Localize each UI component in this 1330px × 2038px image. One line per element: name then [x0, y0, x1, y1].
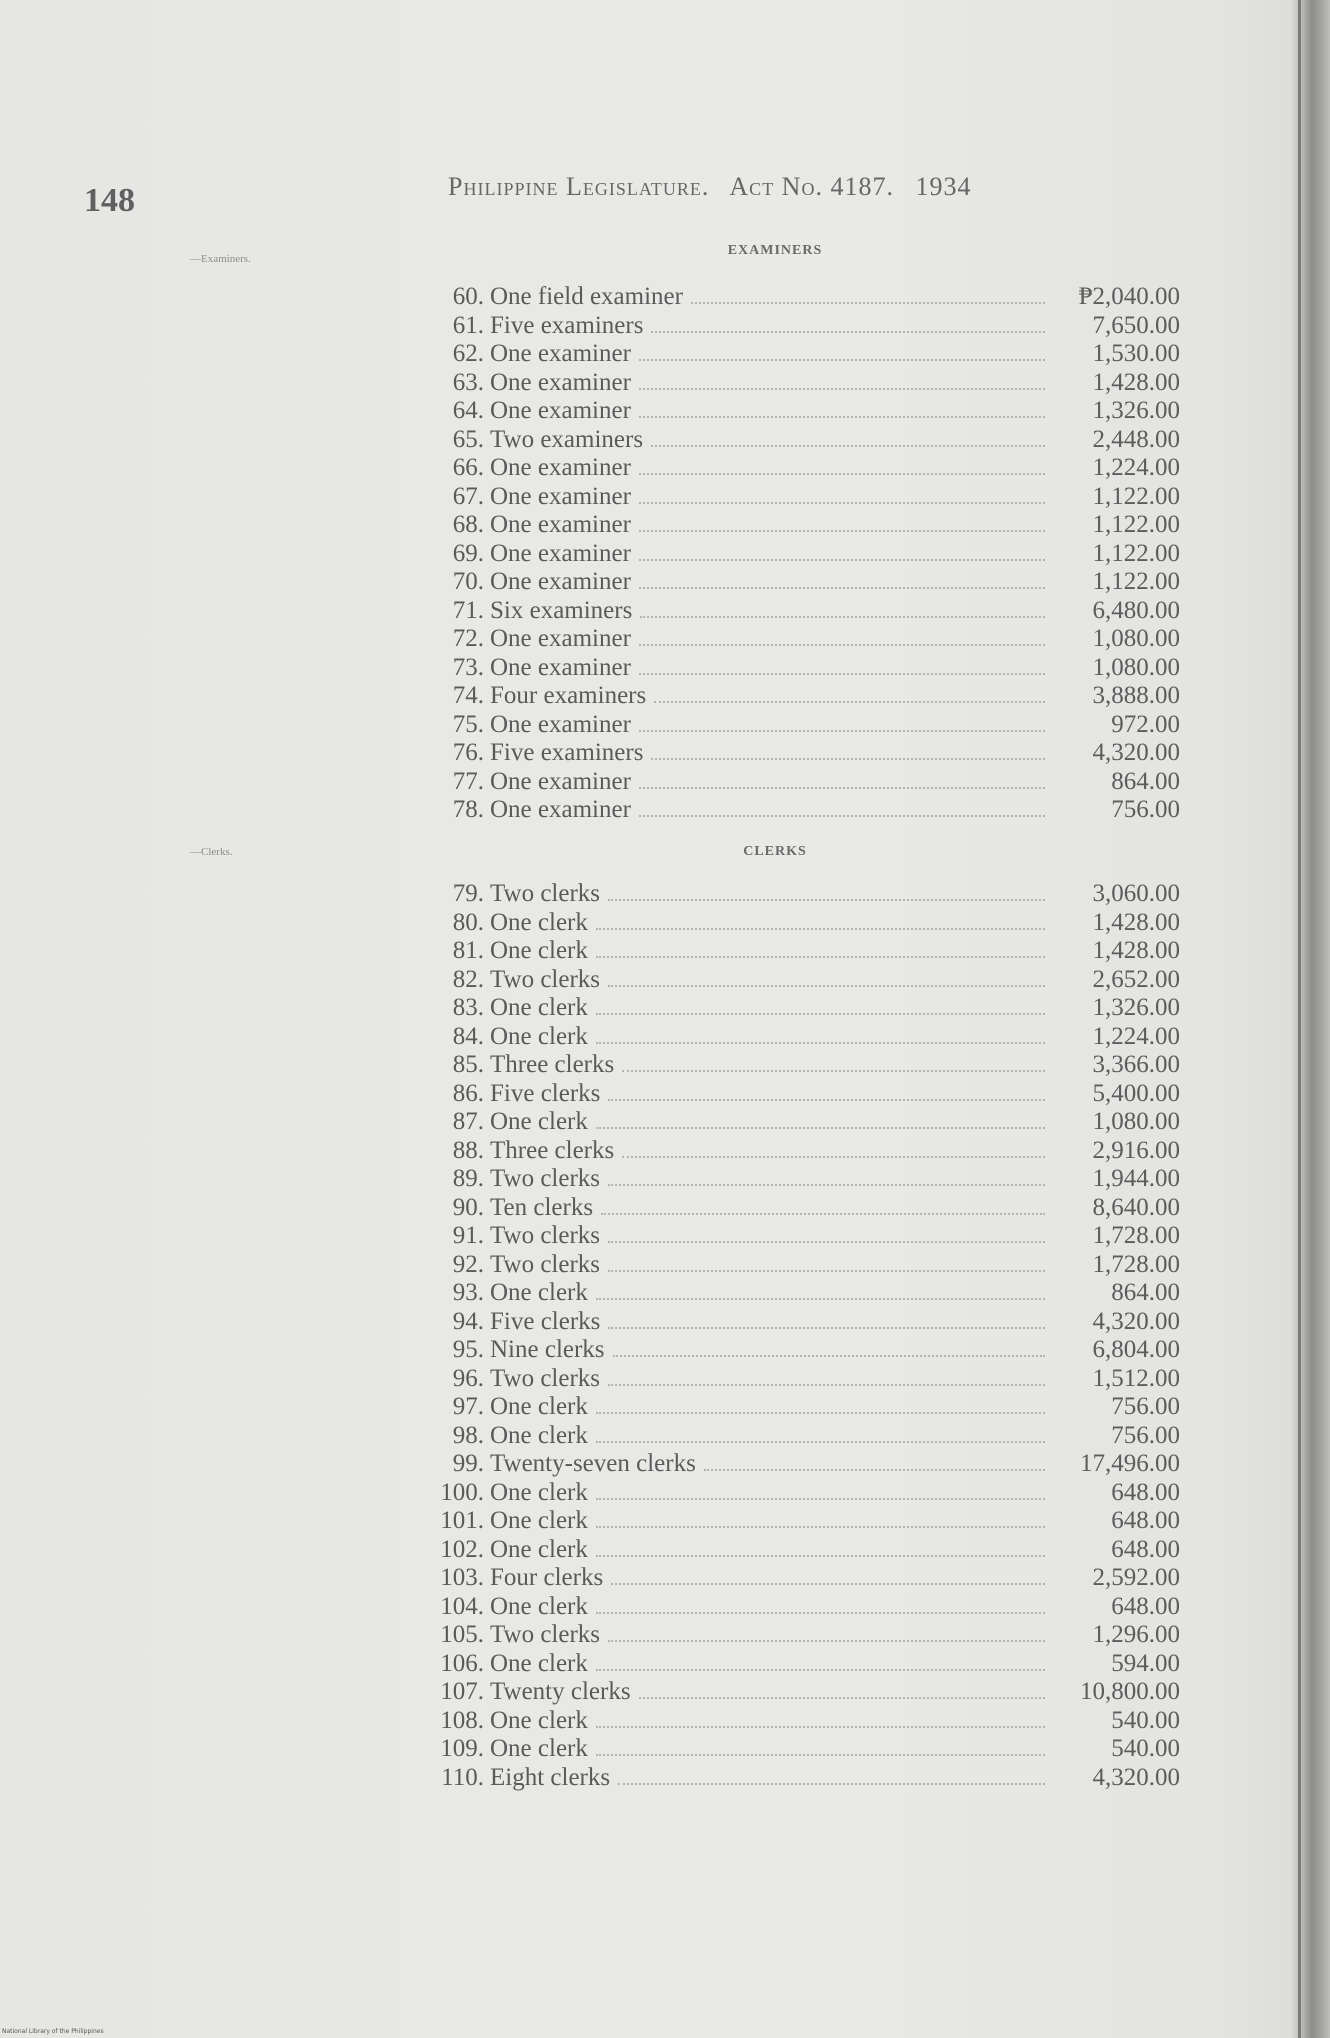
dot-leader [596, 1754, 1045, 1756]
item-description: Twenty-seven clerks [490, 1450, 696, 1477]
item-description: One examiner [490, 340, 631, 367]
item-number: 62. [452, 340, 484, 367]
publication-title: Philippine Legislature. [448, 172, 710, 201]
item-amount: ₱2,040.00 [1078, 283, 1180, 310]
item-description: Five clerks [490, 1079, 601, 1107]
dot-leader [596, 1669, 1045, 1671]
dot-leader [654, 701, 1045, 703]
appropriation-item [420, 283, 1180, 312]
item-amount: 756.00 [1111, 796, 1180, 823]
appropriation-item [420, 1165, 1180, 1194]
dot-leader [639, 587, 1045, 589]
dot-leader [596, 1441, 1045, 1443]
appropriation-item [420, 1194, 1180, 1223]
item-number: 85. [452, 1051, 484, 1078]
item-number: 99. [452, 1450, 484, 1477]
item-amount: 7,650.00 [1092, 311, 1180, 339]
dot-leader [608, 1640, 1045, 1642]
item-amount: 4,320.00 [1092, 1307, 1180, 1335]
item-number: 95. [452, 1336, 484, 1363]
item-number: 101. [440, 1507, 484, 1534]
item-number: 78. [452, 796, 484, 823]
dot-leader [640, 616, 1045, 618]
examiners-list [420, 283, 1180, 825]
item-amount: 648.00 [1111, 1507, 1180, 1534]
appropriation-item [420, 454, 1180, 483]
appropriation-item [420, 1593, 1180, 1622]
dot-leader [622, 1156, 1045, 1158]
year: 1934 [915, 172, 972, 201]
section-heading-examiners: EXAMINERS [727, 243, 823, 258]
item-amount: 4,320.00 [1092, 1763, 1180, 1791]
item-description: Six examiners [490, 596, 633, 624]
item-number: 68. [452, 511, 484, 538]
appropriation-item [420, 1422, 1180, 1451]
item-number: 77. [452, 767, 484, 795]
side-note-clerks: —Clerks. [190, 846, 233, 858]
item-amount: 756.00 [1111, 1393, 1180, 1420]
item-number: 76. [452, 739, 484, 766]
dot-leader [639, 502, 1045, 504]
dot-leader [639, 530, 1045, 532]
dot-leader [596, 1412, 1045, 1414]
item-number: 83. [452, 994, 484, 1021]
appropriation-item [420, 1678, 1180, 1707]
page-number: 148 [84, 182, 135, 219]
act-number: Act No. 4187. [729, 172, 894, 201]
item-number: 104. [440, 1592, 484, 1620]
item-description: Eight clerks [490, 1763, 611, 1791]
dot-leader [596, 928, 1045, 930]
item-description: One examiner [490, 710, 631, 738]
item-number: 86. [452, 1079, 484, 1107]
item-amount: 972.00 [1111, 710, 1180, 738]
item-number: 65. [452, 425, 484, 453]
appropriation-item [420, 1735, 1180, 1764]
dot-leader [596, 956, 1045, 958]
item-amount: 1,080.00 [1092, 653, 1180, 681]
appropriation-item [420, 1365, 1180, 1394]
item-number: 89. [452, 1165, 484, 1192]
item-number: 72. [452, 625, 484, 652]
item-amount: 540.00 [1111, 1706, 1180, 1734]
item-description: Two examiners [490, 425, 644, 453]
dot-leader [639, 815, 1045, 817]
dot-leader [611, 1583, 1045, 1585]
appropriation-item [420, 1023, 1180, 1052]
item-description: One clerk [490, 1649, 588, 1677]
appropriation-item [420, 682, 1180, 711]
item-amount: 540.00 [1111, 1735, 1180, 1762]
appropriation-item [420, 1108, 1180, 1137]
appropriation-item [420, 1336, 1180, 1365]
item-description: One examiner [490, 653, 631, 681]
dot-leader [596, 1298, 1045, 1300]
appropriation-item [420, 711, 1180, 740]
item-amount: 2,652.00 [1092, 965, 1180, 993]
appropriation-item [420, 1222, 1180, 1251]
appropriation-item [420, 1650, 1180, 1679]
item-amount: 17,496.00 [1080, 1450, 1180, 1477]
item-description: Nine clerks [490, 1336, 605, 1363]
appropriation-item [420, 540, 1180, 569]
item-number: 70. [452, 568, 484, 595]
item-number: 88. [452, 1136, 484, 1164]
clerks-list [420, 880, 1180, 1792]
item-amount: 1,326.00 [1092, 994, 1180, 1021]
dot-leader [639, 359, 1045, 361]
item-description: Five clerks [490, 1307, 601, 1335]
dot-leader [639, 787, 1045, 789]
appropriation-item [420, 1507, 1180, 1536]
item-amount: 648.00 [1111, 1592, 1180, 1620]
item-description: One examiner [490, 796, 631, 823]
item-description: One clerk [490, 937, 588, 964]
item-amount: 1,224.00 [1092, 454, 1180, 481]
item-number: 91. [452, 1222, 484, 1249]
item-number: 106. [440, 1649, 484, 1677]
item-description: One clerk [490, 994, 588, 1021]
book-spine-shadow [1290, 0, 1330, 2038]
dot-leader [691, 302, 1045, 304]
item-description: Four clerks [490, 1564, 604, 1591]
item-number: 100. [440, 1478, 484, 1506]
item-description: One examiner [490, 511, 631, 538]
item-description: Five examiners [490, 311, 644, 339]
dot-leader [639, 473, 1045, 475]
dot-leader [639, 673, 1045, 675]
appropriation-item [420, 937, 1180, 966]
dot-leader [622, 1070, 1045, 1072]
appropriation-item [420, 909, 1180, 938]
item-amount: 1,530.00 [1092, 340, 1180, 367]
item-description: One examiner [490, 568, 631, 595]
item-amount: 2,592.00 [1092, 1564, 1180, 1591]
item-amount: 6,804.00 [1092, 1336, 1180, 1363]
item-number: 66. [452, 454, 484, 481]
item-description: One examiner [490, 625, 631, 652]
item-description: One clerk [490, 1706, 588, 1734]
item-number: 108. [440, 1706, 484, 1734]
gutter-line [1298, 0, 1301, 2038]
item-number: 75. [452, 710, 484, 738]
dot-leader [639, 388, 1045, 390]
appropriation-item [420, 1564, 1180, 1593]
item-number: 97. [452, 1393, 484, 1420]
appropriation-item [420, 597, 1180, 626]
item-amount: 1,728.00 [1092, 1222, 1180, 1249]
item-number: 69. [452, 539, 484, 567]
item-description: Two clerks [490, 1222, 601, 1249]
item-amount: 1,428.00 [1092, 937, 1180, 964]
appropriation-item [420, 369, 1180, 398]
appropriation-item [420, 1308, 1180, 1337]
item-description: One field examiner [490, 283, 683, 310]
item-description: One clerk [490, 1421, 588, 1449]
item-amount: 10,800.00 [1080, 1678, 1180, 1705]
dot-leader [601, 1213, 1045, 1215]
item-amount: 2,448.00 [1092, 425, 1180, 453]
item-amount: 1,326.00 [1092, 397, 1180, 424]
item-description: One clerk [490, 1393, 588, 1420]
item-description: One examiner [490, 767, 631, 795]
item-amount: 756.00 [1111, 1421, 1180, 1449]
appropriation-item [420, 568, 1180, 597]
item-description: One clerk [490, 1279, 588, 1306]
dot-leader [596, 1612, 1045, 1614]
item-amount: 1,428.00 [1092, 908, 1180, 936]
item-amount: 594.00 [1111, 1649, 1180, 1677]
item-number: 80. [452, 908, 484, 936]
item-number: 96. [452, 1364, 484, 1392]
appropriation-item [420, 625, 1180, 654]
item-number: 60. [452, 283, 484, 310]
item-number: 102. [440, 1535, 484, 1563]
appropriation-item [420, 1279, 1180, 1308]
item-number: 93. [452, 1279, 484, 1306]
item-amount: 1,224.00 [1092, 1022, 1180, 1050]
dot-leader [608, 1241, 1045, 1243]
item-number: 82. [452, 965, 484, 993]
appropriation-item [420, 796, 1180, 825]
item-amount: 1,512.00 [1092, 1364, 1180, 1392]
dot-leader [596, 1013, 1045, 1015]
item-description: Two clerks [490, 965, 601, 993]
item-description: One clerk [490, 1022, 588, 1050]
item-amount: 3,060.00 [1092, 880, 1180, 907]
item-amount: 2,916.00 [1092, 1136, 1180, 1164]
item-description: One examiner [490, 454, 631, 481]
appropriation-item [420, 312, 1180, 341]
item-amount: 1,122.00 [1092, 482, 1180, 510]
dot-leader [639, 559, 1045, 561]
item-description: One clerk [490, 1735, 588, 1762]
appropriation-item [420, 768, 1180, 797]
item-amount: 1,122.00 [1092, 511, 1180, 538]
item-amount: 1,080.00 [1092, 625, 1180, 652]
item-description: Two clerks [490, 1165, 601, 1192]
item-number: 90. [452, 1193, 484, 1221]
item-amount: 648.00 [1111, 1535, 1180, 1563]
item-number: 107. [440, 1678, 484, 1705]
dot-leader [608, 985, 1045, 987]
appropriation-item [420, 426, 1180, 455]
dot-leader [608, 899, 1045, 901]
dot-leader [613, 1355, 1045, 1357]
appropriation-item [420, 1707, 1180, 1736]
dot-leader [596, 1726, 1045, 1728]
dot-leader [639, 416, 1045, 418]
appropriation-item [420, 1251, 1180, 1280]
appropriation-item [420, 511, 1180, 540]
appropriation-item [420, 340, 1180, 369]
item-amount: 1,122.00 [1092, 568, 1180, 595]
dot-leader [608, 1184, 1045, 1186]
section-heading-clerks: CLERKS [743, 844, 807, 859]
item-number: 67. [452, 482, 484, 510]
dot-leader [651, 445, 1045, 447]
item-description: One examiner [490, 397, 631, 424]
appropriation-item [420, 654, 1180, 683]
appropriation-item [420, 1479, 1180, 1508]
running-head [448, 172, 1108, 202]
item-number: 71. [452, 596, 484, 624]
dot-leader [596, 1127, 1045, 1129]
appropriation-item [420, 397, 1180, 426]
appropriation-item [420, 994, 1180, 1023]
item-amount: 5,400.00 [1092, 1079, 1180, 1107]
item-number: 98. [452, 1421, 484, 1449]
item-number: 105. [440, 1621, 484, 1648]
item-description: Three clerks [490, 1051, 615, 1078]
dot-leader [639, 1697, 1045, 1699]
item-description: Two clerks [490, 1621, 601, 1648]
item-number: 74. [452, 682, 484, 709]
item-description: One clerk [490, 1592, 588, 1620]
dot-leader [596, 1042, 1045, 1044]
item-number: 87. [452, 1108, 484, 1135]
item-amount: 6,480.00 [1092, 596, 1180, 624]
item-description: One clerk [490, 1507, 588, 1534]
dot-leader [704, 1469, 1045, 1471]
item-description: Four examiners [490, 682, 647, 709]
item-description: One examiner [490, 482, 631, 510]
dot-leader [651, 758, 1045, 760]
dot-leader [608, 1384, 1045, 1386]
dot-leader [596, 1498, 1045, 1500]
item-amount: 1,122.00 [1092, 539, 1180, 567]
item-description: One clerk [490, 1535, 588, 1563]
item-description: Two clerks [490, 1250, 601, 1278]
item-number: 94. [452, 1307, 484, 1335]
side-note-examiners: —Examiners. [190, 253, 251, 265]
item-amount: 1,944.00 [1092, 1165, 1180, 1192]
item-number: 103. [440, 1564, 484, 1591]
appropriation-item [420, 1450, 1180, 1479]
item-number: 63. [452, 368, 484, 396]
item-description: One examiner [490, 368, 631, 396]
appropriation-item [420, 483, 1180, 512]
item-amount: 4,320.00 [1092, 739, 1180, 766]
item-description: Two clerks [490, 880, 601, 907]
item-amount: 1,428.00 [1092, 368, 1180, 396]
item-description: One clerk [490, 1108, 588, 1135]
dot-leader [608, 1270, 1045, 1272]
item-amount: 1,080.00 [1092, 1108, 1180, 1135]
dot-leader [596, 1526, 1045, 1528]
dot-leader [618, 1783, 1045, 1785]
item-number: 64. [452, 397, 484, 424]
item-number: 73. [452, 653, 484, 681]
item-description: Five examiners [490, 739, 644, 766]
item-number: 81. [452, 937, 484, 964]
dot-leader [651, 331, 1045, 333]
item-description: One clerk [490, 908, 588, 936]
item-amount: 3,366.00 [1092, 1051, 1180, 1078]
scan-credit: National Library of the Philippines [2, 2028, 104, 2035]
appropriation-item [420, 880, 1180, 909]
appropriation-item [420, 1051, 1180, 1080]
item-amount: 8,640.00 [1092, 1193, 1180, 1221]
item-amount: 864.00 [1111, 1279, 1180, 1306]
item-description: Two clerks [490, 1364, 601, 1392]
item-description: Twenty clerks [490, 1678, 631, 1705]
item-number: 110. [441, 1763, 484, 1791]
appropriation-item [420, 1393, 1180, 1422]
appropriation-item [420, 1621, 1180, 1650]
item-number: 109. [440, 1735, 484, 1762]
item-number: 79. [452, 880, 484, 907]
item-number: 61. [452, 311, 484, 339]
dot-leader [608, 1327, 1045, 1329]
item-amount: 1,296.00 [1092, 1621, 1180, 1648]
appropriation-item [420, 1536, 1180, 1565]
appropriation-item [420, 739, 1180, 768]
item-amount: 864.00 [1111, 767, 1180, 795]
appropriation-item [420, 1764, 1180, 1793]
dot-leader [596, 1555, 1045, 1557]
item-amount: 1,728.00 [1092, 1250, 1180, 1278]
dot-leader [639, 730, 1045, 732]
item-amount: 3,888.00 [1092, 682, 1180, 709]
item-description: Ten clerks [490, 1193, 594, 1221]
item-number: 92. [452, 1250, 484, 1278]
item-description: Three clerks [490, 1136, 615, 1164]
appropriation-item [420, 1080, 1180, 1109]
dot-leader [639, 644, 1045, 646]
item-description: One clerk [490, 1478, 588, 1506]
item-amount: 648.00 [1111, 1478, 1180, 1506]
appropriation-item [420, 966, 1180, 995]
item-number: 84. [452, 1022, 484, 1050]
dot-leader [608, 1099, 1045, 1101]
item-description: One examiner [490, 539, 631, 567]
appropriation-item [420, 1137, 1180, 1166]
